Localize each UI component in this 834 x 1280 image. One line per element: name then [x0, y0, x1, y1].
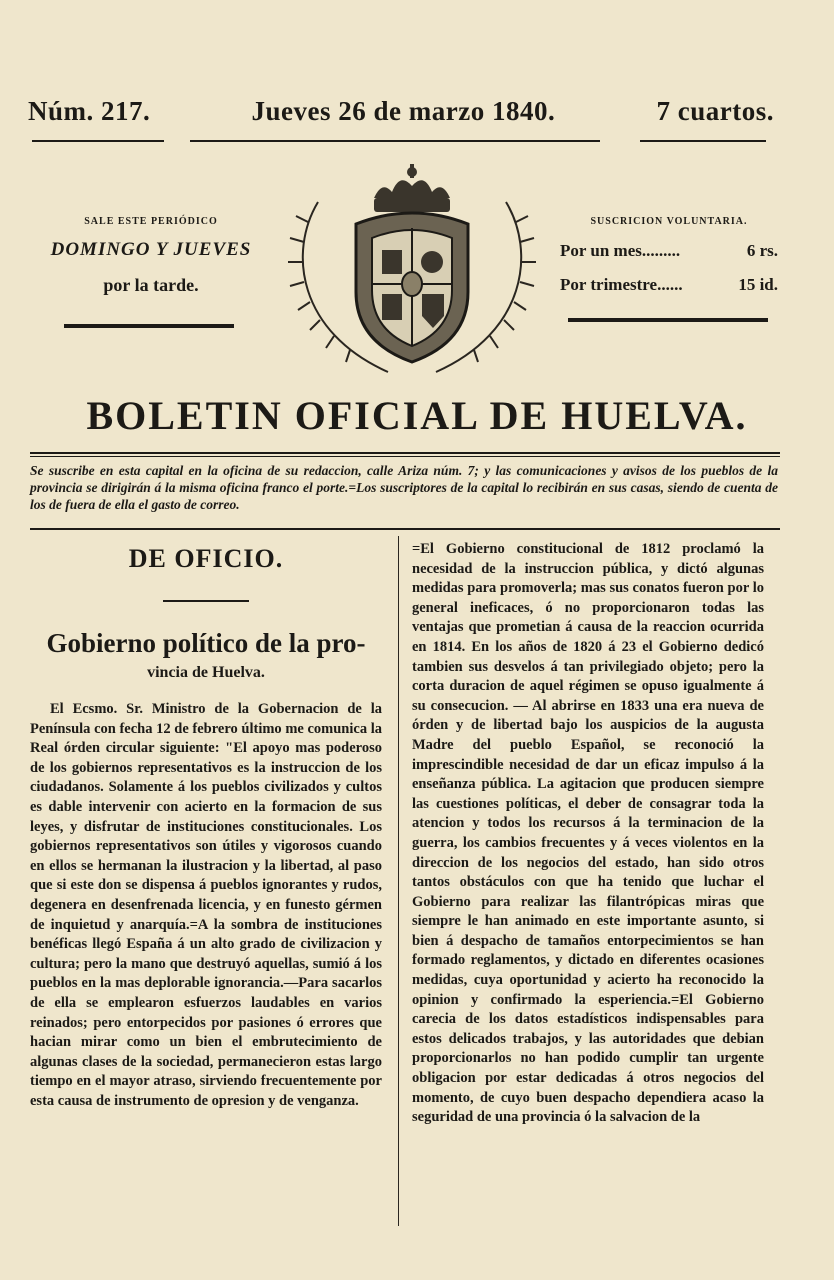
schedule-time: por la tarde. — [103, 275, 199, 295]
section-heading: DE OFICIO. — [128, 544, 284, 573]
right-column — [412, 540, 764, 1128]
issue-price: 7 cuartos. — [656, 96, 774, 126]
monthly-price: 6 rs. — [746, 241, 778, 260]
subscription-rule — [568, 318, 768, 322]
article-heading: Gobierno político de la pro- — [46, 628, 366, 658]
quarterly-price: 15 id. — [738, 275, 778, 294]
subscription-notice: Se suscribe en esta capital en la oficina de su redaccion, calle Ariza núm. 7; y las comunicaciones y avisos de los pueblos de la provincia se dirigirán á la misma oficina franco el porte.=Los suscriptores de la capital lo recibirán en sus casas, siendo de cuenta de los de fuera de ella el gasto de correo. — [30, 463, 778, 512]
left-column — [30, 540, 382, 1111]
article-text-right: =El Gobierno constitucional de 1812 proclamó la necesidad de la instruccion pública, y dictó algunas medidas para promoverla; mas sus conatos fueron por lo general ineficaces, ó no proporcionaron todas las ventajas que prometian á causa de la reaccion ocurrida en 1814. En los años de 1820 á 23 el Gobierno dedicó tambien sus desvelos á tan privilegiado objeto; pero la corta duracion de aquel régimen se opuso igualmente á su consecucion. — Al abrirse en 1833 una era nueva de órden y de libertad bajo los auspicios de la augusta Madre del pueblo Español, se reconoció la imprescindible necesidad de dar un eficaz impulso á la enseñanza pública. La agitacion que producen siempre las cuestiones políticas, el deber de consagrar toda la atencion y todos los recursos á la terminacion de la guerra, los cambios frecuentes y á veces violentos en la direccion de los negocios del estado, han sido otros tantos obstáculos con que ha tenido que luchar el Gobierno para realizar las filantrópicas miras que siempre le han animado en este importante asunto, si bien á despacho de tamaños entorpecimientos se han formado reglamentos, y dictado en diferentes ocasiones medidas, cuya oportunidad y acierto ha reconocido la opinion y confirmado la esperiencia.=El Gobierno carecia de los datos estadísticos indispensables para estos delicados trabajos, y las autoridades que debian proporcionarlos no han podido cumplir tan urgente obligacion por estar dedicadas á otros negocios del momento, de cuyo buen despacho dependiera acaso la seguridad de una provincia ó la salvacion de la — [412, 541, 764, 1126]
issue-date: Jueves 26 de marzo 1840. — [251, 96, 556, 126]
masthead — [28, 96, 774, 127]
subscription-heading: SUSCRICION VOLUNTARIA. — [590, 216, 748, 227]
monthly-label: Por un mes......... — [560, 241, 681, 260]
notice-rule — [30, 528, 780, 530]
masthead-rule-right — [640, 140, 766, 142]
title-rule-top — [30, 452, 780, 454]
schedule-days: DOMINGO Y JUEVES — [50, 239, 252, 260]
royal-coat-of-arms-icon — [278, 162, 546, 384]
column-divider — [398, 536, 399, 1226]
article-text-left: El Ecsmo. Sr. Ministro de la Gobernacion de la Península con fecha 12 de febrero último me comunica la Real órden circular siguiente: "El apoyo mas poderoso de los gobiernos representativos es la instruccion de los ciudadanos. Solamente á los pueblos civilizados y cultos es dable intervenir con acierto en la formacion de sus leyes, y disfrutar de instituciones constitucionales. Los gobiernos representativos son útiles y vigorosos cuando en ellos se hermanan la ilustracion y la libertad, al paso que si este don se dispensa á pueblos ignorantes y rudos, degenera en desenfrenada licencia, y en funesto gérmen de inquietud y anarquía.=A la sombra de instituciones benéficas llegó España á un alto grado de civilizacion y cultura; pero la mano que destruyó aquellas, sumió á los pueblos en la mas deplorable ignorancia.—Para sacarlos de ella se emplearon esfuerzos laudables en varios reinados; pero entorpecidos por pasiones ó errores que hacian mirar como un bien el embrutecimiento de algunas clases de la sociedad, permanecieron estas largo tiempo en el mayor atraso, sirviendo frecuentemente por esta causa de instrumento de opresion y de venganza. — [30, 701, 382, 1109]
monthly-price-row — [560, 241, 778, 261]
schedule-intro: SALE ESTE PERIÓDICO — [84, 216, 218, 227]
quarterly-label: Por trimestre...... — [560, 275, 683, 294]
masthead-rule-center — [190, 140, 600, 142]
masthead-rule-left — [32, 140, 164, 142]
schedule-rule — [64, 324, 234, 328]
issue-number: Núm. 217. — [28, 96, 151, 126]
title-rule-bottom — [30, 456, 780, 457]
section-rule — [163, 600, 249, 602]
quarterly-price-row — [560, 275, 778, 295]
article-subheading: vincia de Huelva. — [147, 664, 265, 681]
newspaper-title: BOLETIN OFICIAL DE HUELVA. — [86, 393, 748, 438]
subscription-prices — [560, 216, 778, 295]
publication-schedule — [36, 216, 266, 296]
